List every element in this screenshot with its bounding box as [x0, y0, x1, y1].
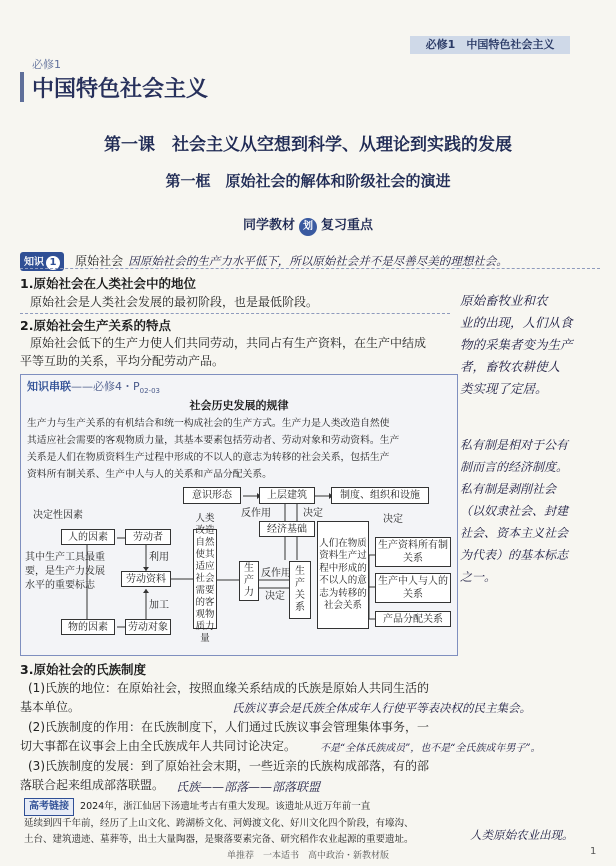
- review-badge: 划: [299, 218, 317, 236]
- side-note-tools: 其中生产工具最重要，是生产力发展水平的重要标志: [25, 552, 105, 591]
- s3-title: 3.原始社会的氏族制度: [20, 662, 146, 677]
- gaokao-line-1: 2024年，浙江仙居下汤遗址考古有重大发现。该遗址从近万年前一直: [80, 801, 371, 812]
- label-jiagong: 加工: [149, 600, 169, 611]
- lesson-title: 第一课 社会主义从空想到科学、从理论到实践的发展: [104, 135, 512, 155]
- label-fanzuoyong-2: 反作用: [261, 568, 291, 579]
- gaokao-line-2: 延续到四千年前，经历了上山文化、跨湖桥文化、河姆渡文化、好川文化四个阶段，有壕沟、: [24, 818, 414, 829]
- node-laodong-duixiang: 劳动对象: [125, 619, 171, 635]
- handwritten-s3-1: 氏族议事会是氏族全体成年人行使平等表决权的民主集会。: [232, 701, 531, 715]
- knowledge-link-box: [20, 374, 458, 656]
- margin-note-2: 私有制是相对于公有 制而言的经济制度。 私有制是剥削社会 （以奴隶社会、封建 社会、资本主义社会 为代表）的基本标志 之一。: [460, 438, 569, 584]
- node-renlei: 人类改造自然使其适应社会需要的客观物质力量: [193, 529, 217, 629]
- handwritten-gaokao: 人类原始农业出现。: [470, 828, 574, 842]
- handwritten-s3-2: 不是“全体氏族成员”，也不是“全氏族成年男子”。: [320, 743, 541, 754]
- section-title: 第一框 原始社会的解体和阶级社会的演进: [165, 172, 451, 190]
- node-laodong-ziliao: 劳动资料: [121, 571, 171, 587]
- node-shengchanguanxi: 生产关系: [289, 561, 311, 619]
- s3-p3a: (3)氏族制度的发展：到了原始社会末期，一些近亲的氏族构成部落，有的部: [28, 759, 430, 773]
- link-box-paragraph: 生产力与生产关系的有机结合和统一构成社会的生产方式。生产力是人类改造自然使 其适应社会需要的客观物质力量，其基本要素包括劳动者、劳动对象和劳动资料。生产 关系是人们在物质资料生产过程中形成的不以人的意志为转移的社会关系，包括生产 资料所有制关系、生产中人与人的关系和产品分配关系。: [27, 418, 400, 480]
- node-shengchanli: 生产力: [239, 561, 259, 601]
- handwritten-s3-3: 氏族——部落——部落联盟: [176, 780, 321, 794]
- s1-title: 1.原始社会在人类社会中的地位: [20, 276, 196, 291]
- node-renyuren: 生产中人与人的关系: [375, 573, 451, 603]
- label-fanzuoyong: 反作用: [241, 508, 271, 519]
- link-box-label: 知识串联——必修4・$P_{02-03}$: [27, 380, 160, 396]
- footer: 单推荐 一本适书 高中政治・新教材版: [226, 851, 389, 861]
- review-left: 同学教材: [242, 218, 295, 233]
- knowledge-badge: 知识 1: [20, 252, 64, 271]
- module-tag: 必修1 中国特色社会主义: [410, 36, 570, 54]
- s2-title: 2.原始社会生产关系的特点: [20, 318, 171, 333]
- label-jueding-right: 决定: [383, 514, 403, 525]
- node-renmen: 人们在物质资料生产过程中形成的不以人的意志为转移的社会关系: [317, 521, 369, 629]
- s3-p1b: 基本单位。: [20, 700, 81, 714]
- title-accent-bar: [20, 72, 24, 102]
- module-label: 必修1: [32, 58, 61, 71]
- s2-text-b: 平等互助的关系，平均分配劳动产品。: [20, 354, 225, 368]
- node-fenpei: 产品分配关系: [375, 611, 451, 627]
- divider: [20, 268, 600, 269]
- node-shangceng: 上层建筑: [259, 487, 315, 504]
- review-heading: [0, 214, 616, 236]
- knowledge-term: 原始社会: [75, 254, 124, 268]
- node-ren-yinsu: 人的因素: [61, 529, 115, 545]
- node-zhidu: 制度、组织和设施: [331, 487, 429, 504]
- divider: [20, 313, 450, 314]
- book-title: 中国特色社会主义: [32, 77, 209, 102]
- label-jueding-top: 决定: [303, 508, 323, 519]
- handwritten-note-1: 因原始社会的生产力水平低下，所以原始社会并不是尽善尽美的理想社会。: [128, 254, 508, 268]
- gaokao-label: 高考链接: [24, 798, 74, 816]
- s3-p2b: 切大事都在议事会上由全氏族成年人共同讨论决定。: [20, 739, 297, 753]
- s1-text: 原始社会是人类社会发展的最初阶段，也是最低阶段。: [30, 295, 319, 309]
- gaokao-line-3: 土台、建筑遗迹、墓葬等，出土大量陶器，是聚落要素完备、研究稻作农业起源的重要遗址。: [24, 834, 414, 845]
- label-jueding-xing: 决定性因素: [33, 510, 83, 521]
- label-liyong: 利用: [149, 552, 169, 563]
- s3-p3b: 落联合起来组成部落联盟。: [20, 778, 165, 792]
- node-laodongzhe: 劳动者: [125, 529, 171, 545]
- node-wu-yinsu: 物的因素: [61, 619, 115, 635]
- link-box-title: 社会历史发展的规律: [189, 399, 289, 412]
- node-yishi: 意识形态: [183, 487, 241, 504]
- margin-note-1: 原始畜牧业和农 业的出现，人们从食 物的采集者变为生产 者，畜牧农耕使人 类实现了定居。: [460, 293, 573, 396]
- s3-p2a: (2)氏族制度的作用：在氏族制度下，人们通过氏族议事会管理集体事务，一: [28, 720, 430, 734]
- node-suoyouzhi: 生产资料所有制关系: [375, 537, 451, 567]
- s2-text-a: 原始社会低下的生产力使人们共同劳动，共同占有生产资料，在生产中结成: [30, 336, 427, 350]
- review-right: 复习重点: [321, 218, 374, 233]
- node-jingji: 经济基础: [259, 521, 315, 537]
- page-number: 1: [590, 846, 597, 857]
- label-jueding-2: 决定: [265, 591, 285, 602]
- s3-p1a: (1)氏族的地位：在原始社会，按照血缘关系结成的氏族是原始人共同生活的: [28, 681, 430, 695]
